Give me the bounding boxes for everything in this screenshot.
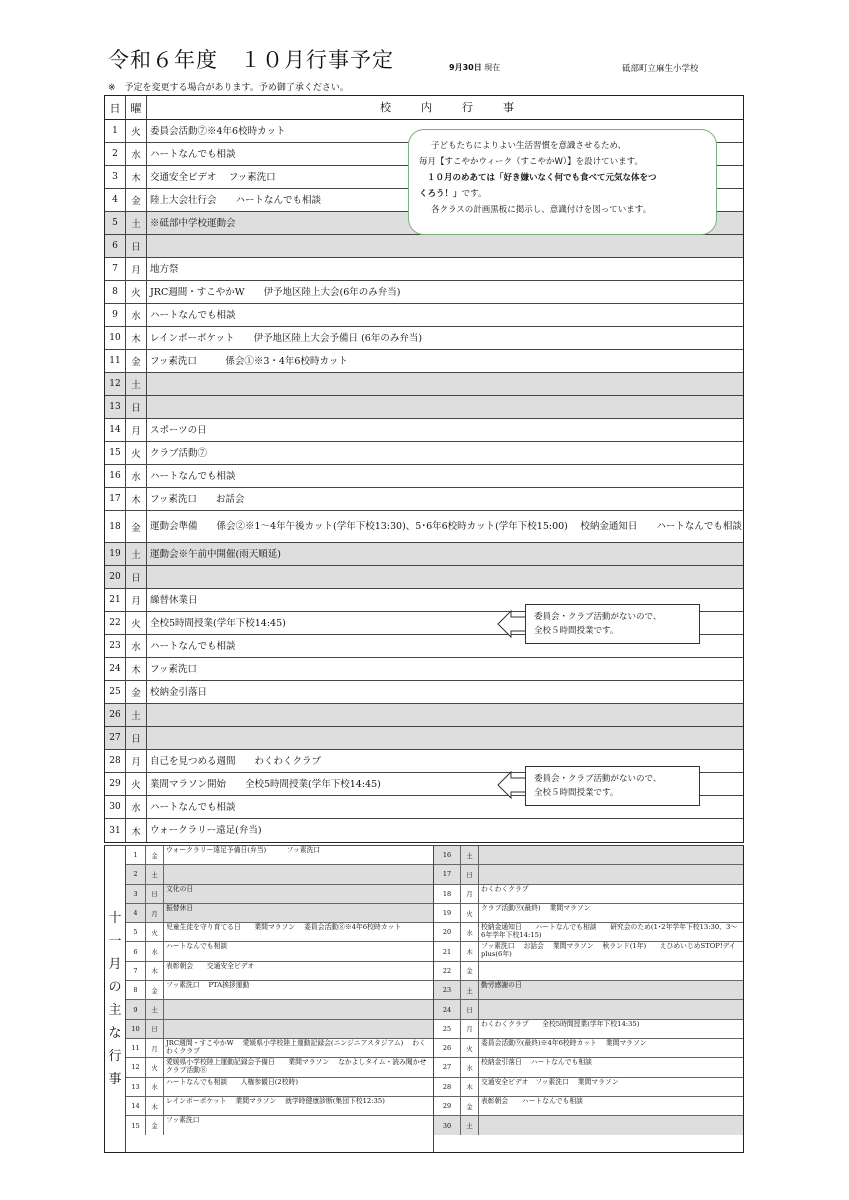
- note-line: 全校５時間授業です。: [534, 626, 619, 636]
- events-cell: 陸上大会壮行会 ハートなんでも相談: [150, 194, 322, 206]
- weekday-cell: 水: [126, 796, 147, 818]
- note-line: 委員会・クラブ活動がないので、: [534, 612, 662, 622]
- day-cell: 23: [434, 981, 461, 999]
- callout-goal-text: １０月のめあては「好き嫌いなく何でも食べて元気な体をつ: [427, 173, 657, 183]
- table-row: [105, 566, 743, 589]
- day-cell: 3: [105, 166, 126, 188]
- november-label-char: の: [108, 980, 122, 995]
- weekday-cell: 月: [126, 419, 147, 441]
- day-cell: 11: [105, 350, 126, 372]
- events-cell: クラブ活動⑦: [150, 447, 208, 459]
- weekday-cell: 木: [126, 488, 147, 510]
- five-period-note-29: [525, 766, 700, 806]
- events-cell: 全校5時間授業(学年下校14:45): [150, 617, 286, 629]
- events-cell: クラブ活動⑨(最終) 業間マラソン: [481, 903, 591, 912]
- events-cell: [147, 235, 743, 257]
- events-cell: ウォークラリー遠足(弁当): [150, 825, 262, 836]
- weekday-cell: 火: [461, 1039, 479, 1057]
- day-cell: 26: [105, 704, 126, 726]
- events-cell: ハートなんでも相談: [150, 148, 236, 160]
- events-cell: [164, 865, 433, 883]
- day-cell: 12: [126, 1058, 146, 1076]
- table-row: [126, 981, 433, 1000]
- november-events-table: [104, 845, 744, 1153]
- table-row: [105, 235, 743, 258]
- events-cell: [147, 566, 743, 588]
- events-cell: 勤労感謝の日: [479, 981, 743, 999]
- events-cell: ウォークラリー遠足予備日(弁当) フッ素洗口: [166, 846, 321, 854]
- november-label-char: 十: [108, 911, 122, 926]
- events-cell: ハートなんでも相談: [150, 640, 236, 652]
- weekday-cell: 水: [146, 942, 164, 960]
- events-cell: 委員会活動⑦※4年6校時カット: [150, 125, 286, 137]
- table-row: [126, 1020, 433, 1039]
- as-of-date-suffix: 現在: [484, 63, 501, 72]
- day-cell: 26: [434, 1039, 461, 1057]
- table-row: [126, 1116, 433, 1135]
- events-cell: 振替休日: [164, 904, 433, 922]
- day-cell: 15: [126, 1116, 146, 1135]
- day-cell: 9: [105, 304, 126, 326]
- events-cell: スポーツの日: [150, 424, 207, 436]
- weekday-cell: 月: [126, 750, 147, 772]
- weekday-cell: 金: [146, 846, 164, 864]
- callout-line: 毎月【すこやかウィーク（すこやかW）】を設けています。: [419, 157, 643, 167]
- day-cell: 10: [105, 327, 126, 349]
- events-cell: [479, 1116, 743, 1135]
- events-cell: [479, 962, 743, 980]
- day-cell: 1: [126, 846, 146, 864]
- events-cell: 文化の日: [164, 885, 433, 903]
- events-cell: [479, 846, 743, 864]
- day-cell: 4: [126, 904, 146, 922]
- day-cell: 14: [105, 419, 126, 441]
- events-cell: [479, 1000, 743, 1018]
- weekday-cell: 水: [461, 1058, 479, 1076]
- day-cell: 30: [434, 1116, 461, 1135]
- table-row: [126, 1097, 433, 1116]
- events-cell: 表彰朝会 ハートなんでも相談: [481, 1096, 583, 1105]
- sukoyaka-week-callout: [408, 129, 717, 235]
- callout-line: [419, 186, 706, 202]
- table-row: [126, 962, 433, 981]
- header-events: 校内行事: [380, 101, 544, 114]
- events-cell: 交通安全ビデオ フッ素洗口: [150, 171, 276, 183]
- day-cell: 5: [126, 923, 146, 941]
- table-row: [434, 942, 743, 961]
- day-cell: 30: [105, 796, 126, 818]
- weekday-cell: 火: [146, 923, 164, 941]
- day-cell: 16: [434, 846, 461, 864]
- day-cell: 10: [126, 1020, 146, 1038]
- callout-goal-text-end: くろう！」: [419, 189, 462, 199]
- table-row: [105, 304, 743, 327]
- events-cell: フッ素洗口 係会①※3・4年6校時カット: [150, 355, 348, 367]
- day-cell: 18: [105, 511, 126, 542]
- events-cell: [147, 704, 743, 726]
- events-cell: JRC週間・すこやかW 伊予地区陸上大会(6年のみ弁当): [150, 286, 401, 298]
- table-row: [126, 1039, 433, 1058]
- header-day: 日: [105, 96, 126, 119]
- day-cell: 11: [126, 1039, 146, 1057]
- day-cell: 3: [126, 885, 146, 903]
- weekday-cell: 日: [126, 566, 147, 588]
- callout-line: 子どもたちによりよい生活習慣を意識させるため、: [431, 141, 627, 151]
- events-cell: ハートなんでも相談: [150, 801, 236, 813]
- november-label-char: 行: [108, 1049, 122, 1064]
- weekday-cell: 金: [126, 189, 147, 211]
- weekday-cell: 土: [146, 1000, 164, 1018]
- table-row: [126, 942, 433, 961]
- weekday-cell: 水: [461, 923, 479, 941]
- day-cell: 19: [434, 904, 461, 922]
- table-row: [434, 1000, 743, 1019]
- table-row: [105, 704, 743, 727]
- table-row: [105, 658, 743, 681]
- table-row: [434, 923, 743, 942]
- day-cell: 2: [105, 143, 126, 165]
- events-cell: 愛媛県小学校陸上運動記録会予備日 業間マラソン なかよしタイム・読み聞かせ クラブ活動⑧: [166, 1058, 440, 1074]
- weekday-cell: 金: [146, 981, 164, 999]
- day-cell: 21: [434, 942, 461, 960]
- weekday-cell: 土: [461, 1116, 479, 1135]
- weekday-cell: 金: [126, 681, 147, 703]
- day-cell: 2: [126, 865, 146, 883]
- table-row: [105, 543, 743, 566]
- day-cell: 27: [434, 1058, 461, 1076]
- day-cell: 7: [126, 962, 146, 980]
- table-row: [126, 885, 433, 904]
- table-row: [434, 1097, 743, 1116]
- weekday-cell: 火: [126, 442, 147, 464]
- table-row: [434, 904, 743, 923]
- change-notice: ※ 予定を変更する場合があります。予め御了承ください。: [108, 83, 349, 93]
- weekday-cell: 木: [146, 962, 164, 980]
- day-cell: 17: [434, 865, 461, 883]
- day-cell: 15: [105, 442, 126, 464]
- events-cell: 校納金引落日: [150, 686, 208, 698]
- weekday-cell: 水: [126, 304, 147, 326]
- events-cell: ハートなんでも相談: [166, 942, 228, 951]
- weekday-cell: 水: [126, 143, 147, 165]
- day-cell: 7: [105, 258, 126, 280]
- table-row: [126, 1000, 433, 1019]
- weekday-cell: 土: [146, 865, 164, 883]
- school-name: 砥部町立麻生小学校: [622, 64, 699, 74]
- table-row: [126, 865, 433, 884]
- november-label-char: 主: [108, 1003, 122, 1018]
- table-row: [105, 511, 743, 543]
- table-row: [434, 885, 743, 904]
- events-cell: 運動会※午前中開催(雨天順延): [147, 543, 743, 565]
- table-row: [434, 1058, 743, 1077]
- weekday-cell: 日: [126, 235, 147, 257]
- events-cell: 児童生徒を守り育てる日 業間マラソン 委員会活動⑧※4年6校時カット: [166, 923, 402, 932]
- day-cell: 5: [105, 212, 126, 234]
- table-row: [105, 327, 743, 350]
- left-arrow-icon: [497, 608, 527, 640]
- day-cell: 29: [105, 773, 126, 795]
- november-second-half: [434, 846, 743, 1152]
- weekday-cell: 木: [461, 942, 479, 960]
- weekday-cell: 金: [146, 1116, 164, 1135]
- table-row: [126, 904, 433, 923]
- day-cell: 12: [105, 373, 126, 395]
- day-cell: 14: [126, 1097, 146, 1115]
- weekday-cell: 金: [461, 962, 479, 980]
- events-cell: [147, 373, 743, 395]
- day-cell: 13: [126, 1078, 146, 1096]
- events-cell: 自己を見つめる週間 わくわくクラブ: [150, 755, 322, 767]
- table-row: [105, 281, 743, 304]
- table-row: [126, 1078, 433, 1097]
- weekday-cell: 日: [461, 1000, 479, 1018]
- table-row: [126, 1058, 440, 1077]
- weekday-cell: 木: [126, 658, 147, 680]
- november-label-char: な: [108, 1026, 122, 1041]
- day-cell: 25: [105, 681, 126, 703]
- table-row: [105, 727, 743, 750]
- table-row: [434, 846, 743, 865]
- table-row: [434, 865, 743, 884]
- events-cell: 業間マラソン開始 全校5時間授業(学年下校14:45): [150, 778, 381, 790]
- weekday-cell: 水: [126, 465, 147, 487]
- weekday-cell: 月: [146, 1039, 164, 1057]
- day-cell: 6: [126, 942, 146, 960]
- events-cell: [164, 1020, 433, 1038]
- table-row: [434, 1020, 743, 1039]
- events-cell: フッ素洗口 PTA挨拶運動: [166, 981, 250, 990]
- weekday-cell: 土: [126, 373, 147, 395]
- weekday-cell: 木: [126, 166, 147, 188]
- day-cell: 31: [105, 819, 126, 842]
- weekday-cell: 金: [126, 511, 147, 542]
- table-row: [434, 981, 743, 1000]
- weekday-cell: 土: [461, 846, 479, 864]
- events-cell: 校納金引落日 ハートなんでも相談: [481, 1058, 592, 1067]
- day-cell: 8: [105, 281, 126, 303]
- november-label: [105, 846, 126, 1152]
- as-of-date: [449, 62, 500, 73]
- weekday-cell: 木: [146, 1097, 164, 1115]
- events-cell: 地方祭: [150, 263, 179, 275]
- weekday-cell: 月: [126, 258, 147, 280]
- events-cell: フッ素洗口 お話会: [150, 493, 245, 505]
- table-row: [105, 465, 743, 488]
- events-cell: わくわくクラブ 全校5時間授業(学年下校14:35): [481, 1019, 640, 1028]
- day-cell: 6: [105, 235, 126, 257]
- table-row: [434, 1078, 743, 1097]
- day-cell: 4: [105, 189, 126, 211]
- weekday-cell: 木: [461, 1078, 479, 1096]
- note-line: 委員会・クラブ活動がないので、: [534, 774, 662, 784]
- day-cell: 8: [126, 981, 146, 999]
- day-cell: 13: [105, 396, 126, 418]
- table-row: [434, 962, 743, 981]
- weekday-cell: 月: [461, 1020, 479, 1038]
- day-cell: 17: [105, 488, 126, 510]
- weekday-cell: 火: [126, 281, 147, 303]
- events-cell: フッ素洗口: [150, 663, 197, 675]
- november-label-char: 事: [108, 1072, 122, 1087]
- day-cell: 25: [434, 1020, 461, 1038]
- day-cell: 24: [434, 1000, 461, 1018]
- events-cell: ハートなんでも相談: [150, 309, 236, 321]
- events-cell: ハートなんでも相談: [150, 470, 236, 482]
- table-row: [105, 373, 743, 396]
- weekday-cell: 金: [461, 1097, 479, 1115]
- events-cell: 校納金通知日 ハートなんでも相談 研究会のため(1･2年学年下校13:30、3～6年学年下校14:15): [481, 923, 738, 939]
- weekday-cell: 日: [146, 885, 164, 903]
- events-cell: 交通安全ビデオ フッ素洗口 業間マラソン: [481, 1077, 619, 1086]
- day-cell: 27: [105, 727, 126, 749]
- events-cell: ハートなんでも相談 人権参観日(2校時): [166, 1077, 298, 1086]
- weekday-cell: 土: [126, 704, 147, 726]
- day-cell: 1: [105, 120, 126, 142]
- weekday-cell: 水: [146, 1078, 164, 1096]
- events-cell: 繰替休業日: [150, 594, 198, 606]
- weekday-cell: 木: [126, 819, 147, 842]
- day-cell: 9: [126, 1000, 146, 1018]
- table-row: [105, 350, 743, 373]
- table-row: [105, 488, 743, 511]
- weekday-cell: 火: [146, 1058, 164, 1076]
- weekday-cell: 火: [126, 612, 147, 634]
- day-cell: 24: [105, 658, 126, 680]
- weekday-cell: 日: [126, 396, 147, 418]
- note-line: 全校５時間授業です。: [534, 788, 619, 798]
- day-cell: 29: [434, 1097, 461, 1115]
- events-cell: 運動会準備 係会②※1～4年午後カット(学年下校13:30)、5･6年6校時カット(学年下校15:00) 校納金通知日 ハートなんでも相談: [150, 521, 742, 532]
- weekday-cell: 日: [461, 865, 479, 883]
- events-cell: JRC週間・すこやかW 愛媛県小学校陸上運動記録会(ニンジニアスタジアム) わくわくクラブ: [166, 1038, 426, 1055]
- table-row: [105, 819, 743, 842]
- day-cell: 22: [434, 962, 461, 980]
- events-cell: [147, 396, 743, 418]
- table-row: [105, 396, 743, 419]
- header-weekday: 曜: [126, 96, 147, 119]
- events-cell: [479, 865, 743, 883]
- weekday-cell: 木: [126, 327, 147, 349]
- events-cell: 委員会活動⑨(最終)※4年6校時カット 業間マラソン: [481, 1038, 647, 1047]
- weekday-cell: 土: [126, 212, 147, 234]
- day-cell: 28: [105, 750, 126, 772]
- callout-goal-suffix: です。: [461, 189, 487, 199]
- weekday-cell: 月: [146, 904, 164, 922]
- events-cell: わくわくクラブ: [481, 884, 529, 893]
- callout-line: [419, 170, 706, 186]
- november-label-char: 月: [108, 957, 122, 972]
- events-cell: レインボーポケット 伊予地区陸上大会予備日 (6年のみ弁当): [150, 332, 423, 344]
- weekday-cell: 火: [126, 773, 147, 795]
- table-row: [126, 923, 433, 942]
- weekday-cell: 火: [461, 904, 479, 922]
- day-cell: 28: [434, 1078, 461, 1096]
- weekday-cell: 土: [461, 981, 479, 999]
- day-cell: 20: [434, 923, 461, 941]
- events-cell: フッ素洗口: [166, 1116, 200, 1125]
- events-cell: 表彰朝会 交通安全ビデオ: [166, 961, 255, 970]
- table-row: [434, 1116, 743, 1135]
- events-cell: レインボーポケット 業間マラソン 就学時健康診断(集団下校12:35): [166, 1096, 385, 1105]
- table-row: [126, 846, 433, 865]
- table-row: [105, 419, 743, 442]
- as-of-date-value: 9月30日: [449, 63, 482, 72]
- table-row: [105, 442, 743, 465]
- table-row: [434, 1039, 743, 1058]
- weekday-cell: 水: [126, 635, 147, 657]
- callout-line: 各クラスの計画黒板に掲示し、意識付けを図っています。: [431, 205, 652, 215]
- events-cell: [147, 727, 743, 749]
- november-label-char: 一: [108, 934, 122, 949]
- weekday-cell: 月: [126, 589, 147, 611]
- weekday-cell: 月: [461, 885, 479, 903]
- day-cell: 21: [105, 589, 126, 611]
- weekday-cell: 日: [126, 727, 147, 749]
- day-cell: 23: [105, 635, 126, 657]
- weekday-cell: 金: [126, 350, 147, 372]
- events-cell: ※砥部中学校運動会: [147, 212, 743, 234]
- november-first-half: [126, 846, 440, 1152]
- left-arrow-icon: [497, 769, 527, 801]
- table-row: [105, 681, 743, 704]
- events-cell: [164, 1000, 433, 1018]
- events-cell: フッ素洗口 お話会 業間マラソン 秋ランド(1年) えひめいじめSTOP!デイplus(6年): [481, 942, 736, 959]
- day-cell: 22: [105, 612, 126, 634]
- weekday-cell: 土: [126, 543, 147, 565]
- weekday-cell: 火: [126, 120, 147, 142]
- weekday-cell: 日: [146, 1020, 164, 1038]
- day-cell: 18: [434, 885, 461, 903]
- table-row: [105, 258, 743, 281]
- day-cell: 20: [105, 566, 126, 588]
- day-cell: 16: [105, 465, 126, 487]
- table-header-row: [105, 96, 743, 120]
- page-title: 令和６年度 １０月行事予定: [108, 48, 394, 72]
- five-period-note-22: [525, 604, 700, 644]
- day-cell: 19: [105, 543, 126, 565]
